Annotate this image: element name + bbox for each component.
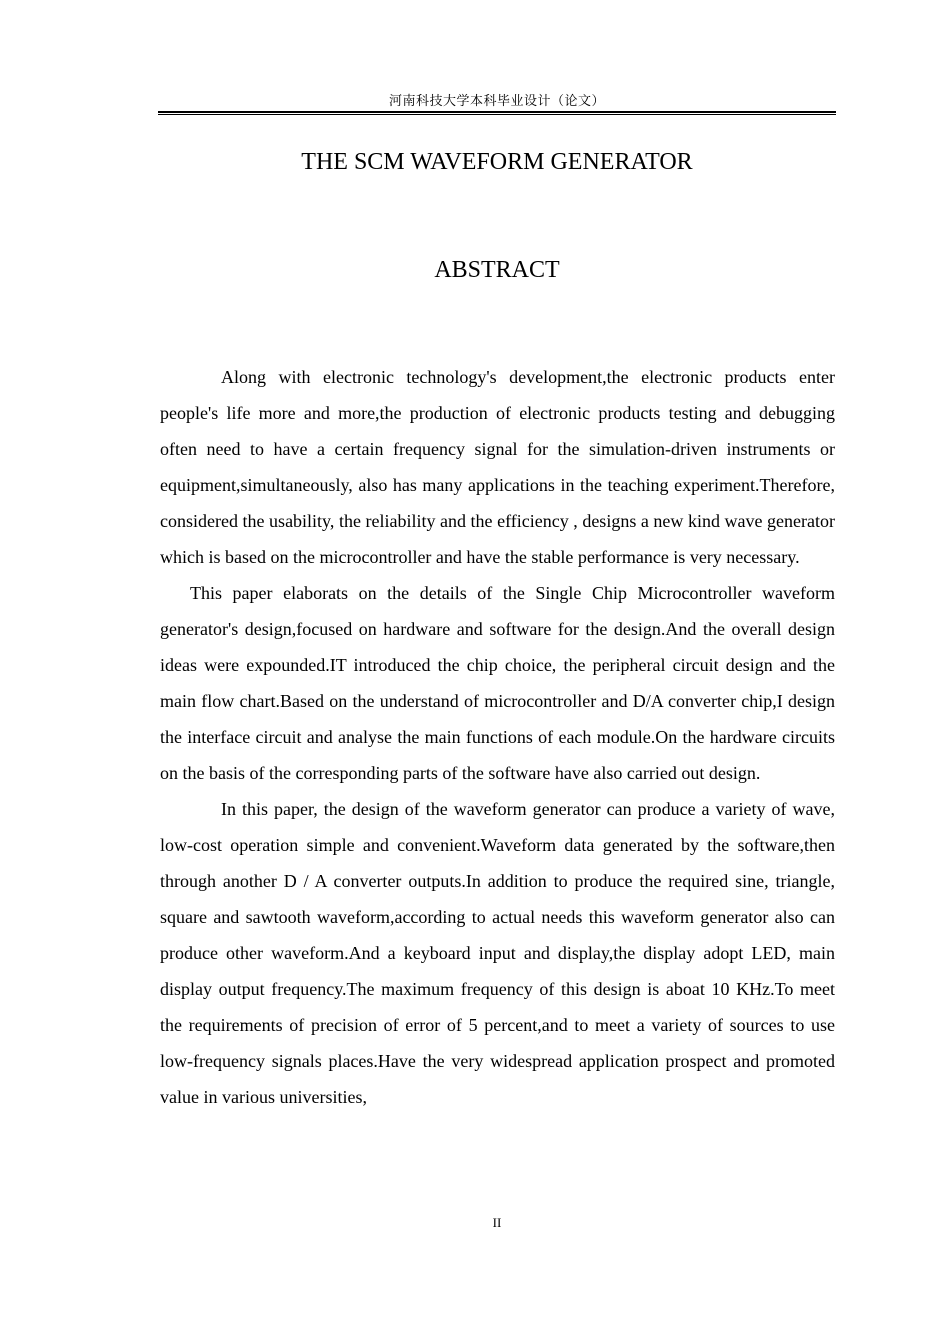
header-rule-thin: [158, 114, 836, 115]
abstract-heading: ABSTRACT: [434, 257, 560, 283]
abstract-paragraph-1: Along with electronic technology's development,the electronic products enter people's life more and more,the production of electronic products testing and debugging often need to have a certain frequency signal for the simulation-driven instruments or equipment,simultaneously, also has many applications in the teaching experiment.Therefore, considered the usability, the reliability and the efficiency , designs a new kind wave generator which is based on the microcontroller and have the stable performance is very necessary.: [160, 367, 835, 567]
abstract-paragraph-2: This paper elaborats on the details of the Single Chip Microcontroller waveform generator's design,focused on hardware and software for the design.And the overall design ideas were expounded.IT introduced the chip choice, the peripheral circuit design and the main flow chart.Based on the understand of microcontroller and D/A converter chip,I design the interface circuit and analyse the main functions of each module.On the hardware circuits on the basis of the corresponding parts of the software have also carried out design.: [160, 583, 835, 783]
abstract-body: [160, 359, 835, 1115]
header-rule-thick: [158, 111, 836, 113]
abstract-paragraph-3: In this paper, the design of the waveform generator can produce a variety of wave, low-cost operation simple and convenient.Waveform data generated by the software,then through another D / A converter outputs.In addition to produce the required sine, triangle, square and sawtooth waveform,according to actual needs this waveform generator also can produce other waveform.And a keyboard input and display,the display adopt LED, main display output frequency.The maximum frequency of this design is aboat 10 KHz.To meet the requirements of precision of error of 5 percent,and to meet a variety of sources to use low-frequency signals places.Have the very widespread application prospect and promoted value in various universities,: [160, 799, 835, 1107]
page-number: II: [492, 1215, 502, 1230]
page-header: 河南科技大学本科毕业设计（论文）: [388, 93, 605, 108]
document-title: THE SCM WAVEFORM GENERATOR: [301, 149, 693, 175]
